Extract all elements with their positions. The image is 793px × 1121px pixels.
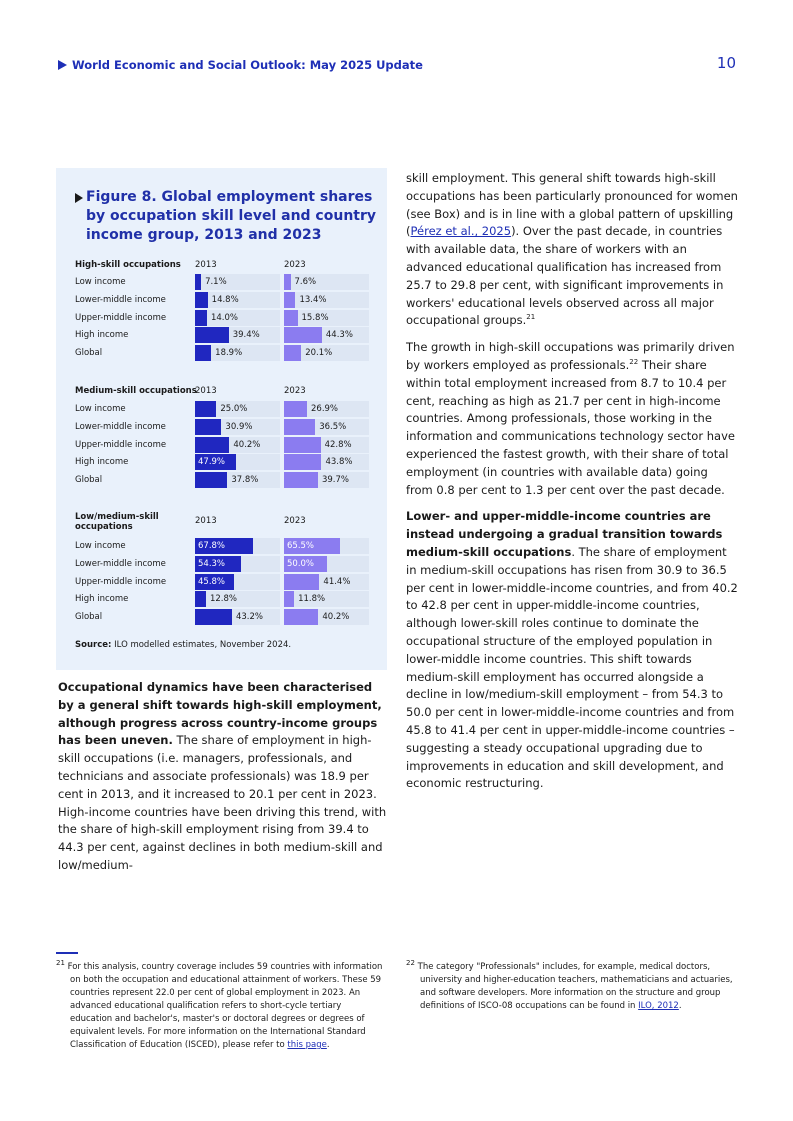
value-label: 43.2%: [235, 612, 263, 623]
section-title: Low/medium-skill occupations: [75, 512, 159, 532]
value-label: 7.1%: [205, 277, 227, 287]
bar-track: [195, 310, 280, 326]
year-label: 2013: [195, 516, 217, 526]
value-label: 14.0%: [210, 312, 238, 323]
bar-track: [195, 401, 280, 417]
row-label: Lower-middle income: [75, 558, 166, 569]
bar-track: [195, 437, 280, 453]
figure-8: [56, 168, 387, 670]
bar-2023: [284, 437, 321, 453]
value-label: 11.8%: [298, 594, 326, 605]
bar-track: [284, 401, 369, 417]
value-label: 39.7%: [321, 475, 349, 486]
bar-track: [284, 327, 369, 343]
bar-2013: [195, 274, 201, 290]
bar-track: [195, 274, 280, 290]
row-label: Upper-middle income: [75, 439, 167, 450]
figure-title: Figure 8. Global employment shares by occupation skill level and country income group, 2013 and 2023: [86, 189, 377, 243]
bar-2013: [195, 472, 227, 488]
bar-track: [195, 591, 280, 607]
bar-track: [284, 419, 369, 435]
value-label: 40.2%: [322, 612, 350, 623]
paragraph: skill employment. This general shift towards high-skill occupations has been particularly pronounced for women (see Box) and is in line with a global pattern of upskilling (Pérez et al., 2025). Over the past decade, in countries with available data, the share of workers with an advanced educational qualification has increased from 25.7 to 29.8 per cent, with significant improvements in workers' educational levels observed across all major occupational groups.$^{21}$: [406, 171, 738, 328]
figure-source: Source: ILO modelled estimates, November 2024.: [75, 640, 292, 650]
triangle-bullet-icon: [75, 193, 83, 203]
year-label: 2023: [284, 260, 306, 270]
bar-2013: [195, 401, 216, 417]
bar-track: [195, 472, 280, 488]
bar-2013: [195, 609, 232, 625]
bar-track: [195, 609, 280, 625]
bar-track: [195, 292, 280, 308]
bar-track: [284, 274, 369, 290]
bar-track: [284, 556, 369, 572]
row-label: Low income: [75, 277, 126, 287]
value-label: 14.8%: [211, 294, 239, 305]
bar-2023: [284, 472, 318, 488]
footnote-22: $^{22}$ The category "Professionals" includes, for example, medical doctors, university and higher-education teachers, mathematicians and actuaries, and software developers. More information on the structure and group definitions of ISCO-08 occupations can be found in ILO, 2012.: [406, 959, 733, 1011]
bar-2023: [284, 419, 315, 435]
row-label: Lower-middle income: [75, 421, 166, 432]
year-label: 2013: [195, 260, 217, 270]
row-label: Global: [75, 348, 103, 359]
left-column: [58, 679, 388, 884]
bar-track: [195, 454, 280, 470]
section-title: Medium-skill occupations: [75, 386, 197, 396]
year-label: 2023: [284, 516, 306, 526]
report-title: World Economic and Social Outlook: May 2025 Update: [72, 58, 423, 72]
bar-2023: [284, 574, 319, 590]
bar-2023: [284, 401, 307, 417]
bar-2023: [284, 274, 291, 290]
triangle-bullet-icon: [58, 60, 67, 70]
value-label: 20.1%: [305, 348, 333, 359]
footnote-21: $^{21}$ For this analysis, country coverage includes 59 countries with information on both the occupation and educational attainment of workers. These 59 countries represent 22.0 per cent of global employment in 2023. An advanced educational qualification refers to short-cycle tertiary education and bachelor's, master's or doctoral degrees or degrees of equivalent levels. For more information on the International Standard Classification of Education (ISCED), please refer to this page.: [56, 959, 383, 1050]
value-label: 36.5%: [319, 421, 347, 432]
section-title: High-skill occupations: [75, 260, 181, 270]
paragraph: Lower- and upper-middle-income countries are instead undergoing a gradual transition towards medium-skill occupations. The share of employment in medium-skill occupations has risen from 30.9 to 36.5 per cent in lower-middle-income countries, and from 40.2 to 42.8 per cent in upper-middle-income countries, although lower-skill roles continue to dominate the occupational structure of the employed population in lower-middle income countries. This shift towards medium-skill employment has occurred alongside a decline in low/medium-skill employment – from 54.3 to 50.0 per cent in lower-middle-income countries and from 45.8 to 41.4 per cent in upper-middle-income countries – suggesting a steady occupational upgrading due to improvements in education and skill development, and economic restructuring.: [406, 509, 738, 791]
bar-track: [284, 538, 369, 554]
bar-track: [195, 574, 280, 590]
row-label: Global: [75, 475, 103, 486]
lead-sentence: Occupational dynamics have been characterised by a general shift towards high-skill employment, although progress across country-income groups has been uneven.: [58, 680, 382, 748]
bar-2013: [195, 310, 207, 326]
value-label: 7.6%: [294, 277, 317, 287]
page-header: [58, 54, 738, 77]
bar-2023: [284, 292, 295, 308]
bar-track: [284, 437, 369, 453]
row-label: Low income: [75, 541, 126, 551]
value-label: 50.0%: [287, 558, 315, 569]
bar-track: [195, 327, 280, 343]
paragraph: The growth in high-skill occupations was primarily driven by workers employed as professionals.$^{22}$ Their share within total employment increased from 8.7 to 10.4 per cent, reaching as high as 21.7 per cent in high-income countries. Among professionals, those working in the information and communications technology sector have experienced the fastest growth, with their share of total employment (in countries with available data) going from 0.8 per cent to 1.3 per cent over the past decade.: [406, 340, 735, 497]
this-page-link[interactable]: this page: [287, 1040, 327, 1050]
bar-track: [284, 609, 369, 625]
body-text: The share of employment in high-skill occupations (i.e. managers, professionals, and technicians and associate professionals) was 18.9 per cent in 2013, and it increased to 20.1 per cent in 2023. High-income countries have been driving this trend, with the share of high-skill employment rising from 39.4 to 44.3 per cent, against declines in both medium-skill and low/medium-: [58, 733, 387, 872]
value-label: 15.8%: [301, 312, 329, 323]
bar-2023: [284, 591, 294, 607]
bar-2013: [195, 437, 229, 453]
bar-track: [284, 591, 369, 607]
value-label: 13.4%: [299, 294, 327, 305]
footnote-divider: [56, 952, 78, 954]
citation-link[interactable]: Pérez et al., 2025: [410, 224, 512, 239]
bar-track: [284, 292, 369, 308]
value-label: 67.8%: [198, 541, 226, 551]
ilo-2012-link[interactable]: ILO, 2012: [638, 1001, 679, 1011]
bar-2013: [195, 591, 206, 607]
page-number: 10: [716, 54, 736, 72]
bar-track: [284, 310, 369, 326]
bar-2013: [195, 292, 208, 308]
value-label: 25.0%: [220, 404, 248, 414]
value-label: 44.3%: [325, 330, 353, 341]
bar-2023: [284, 609, 318, 625]
value-label: 65.5%: [287, 541, 315, 551]
value-label: 54.3%: [198, 558, 226, 569]
bar-2013: [195, 419, 221, 435]
bar-2023: [284, 327, 322, 343]
bar-track: [195, 556, 280, 572]
row-label: Lower-middle income: [75, 294, 166, 305]
row-label: Global: [75, 612, 103, 623]
value-label: 40.2%: [233, 439, 261, 450]
bar-track: [195, 538, 280, 554]
bar-track: [284, 574, 369, 590]
year-label: 2023: [284, 386, 306, 396]
value-label: 41.4%: [323, 576, 351, 587]
bar-track: [195, 345, 280, 361]
right-column: [406, 170, 738, 802]
bar-track: [195, 419, 280, 435]
bar-2013: [195, 327, 229, 343]
value-label: 12.8%: [209, 594, 237, 605]
value-label: 30.9%: [225, 421, 253, 432]
bar-2013: [195, 345, 211, 361]
row-label: Upper-middle income: [75, 576, 167, 587]
value-label: 47.9%: [198, 457, 226, 468]
year-label: 2013: [195, 386, 217, 396]
footnote-ref[interactable]: 21: [526, 313, 536, 322]
row-label: High income: [75, 330, 129, 341]
value-label: 37.8%: [231, 475, 259, 486]
bar-track: [284, 454, 369, 470]
value-label: 39.4%: [232, 330, 260, 341]
footnote-ref[interactable]: 22: [629, 358, 639, 367]
value-label: 45.8%: [198, 576, 226, 587]
bar-2023: [284, 345, 301, 361]
value-label: 26.9%: [311, 404, 339, 414]
row-label: High income: [75, 457, 129, 468]
value-label: 18.9%: [215, 348, 243, 359]
bar-track: [284, 345, 369, 361]
bar-track: [284, 472, 369, 488]
bar-2023: [284, 310, 298, 326]
value-label: 43.8%: [325, 457, 353, 468]
value-label: 42.8%: [324, 439, 352, 450]
bar-2023: [284, 454, 321, 470]
row-label: Low income: [75, 404, 126, 414]
row-label: Upper-middle income: [75, 312, 167, 323]
row-label: High income: [75, 594, 129, 605]
